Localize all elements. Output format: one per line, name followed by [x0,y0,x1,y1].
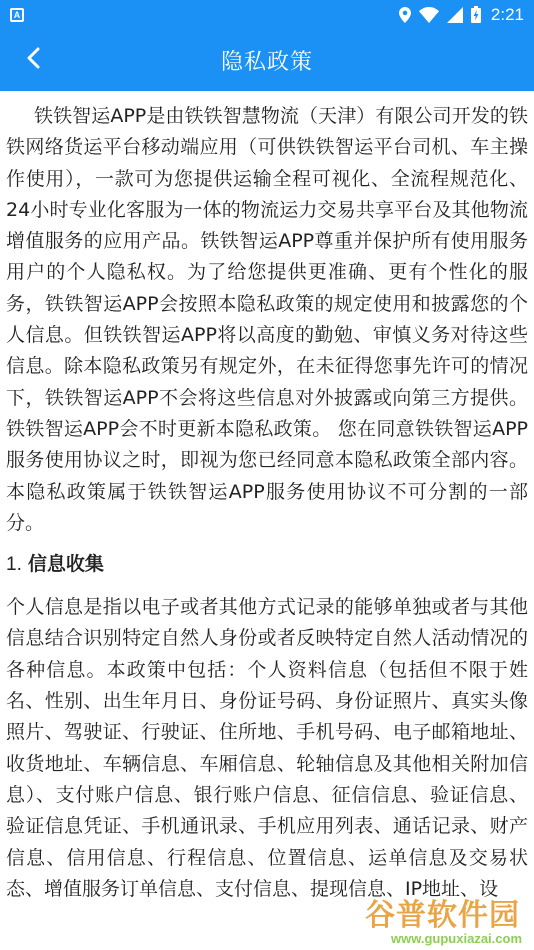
wifi-icon [419,7,439,23]
status-bar [0,0,534,29]
page-title: 隐私政策 [220,49,313,75]
notification-app-icon: A [10,8,24,22]
intro-paragraph: 铁铁智运APP是由铁铁智慧物流（天津）有限公司开发的铁铁网络货运平台移动端应用（可供铁铁智运平台司机、车主操作使用），一款可为您提供运输全程可视化、全流程规范化、24小时专业化客服为一体的物流运力交易共享平台及其他物流增值服务的应用产品。铁铁智运APP尊重并保护所有使用服务用户的个人隐私权。为了给您提供更准确、更有个性化的服务，铁铁智运APP会按照本隐私政策的规定使用和披露您的个人信息。但铁铁智运APP将以高度的勤勉、审慎义务对待这些信息。除本隐私政策另有规定外，在未征得您事先许可的情况下，铁铁智运APP不会将这些信息对外披露或向第三方提供。铁铁智运APP会不时更新本隐私政策。 您在同意铁铁智运APP服务使用协议之时，即视为您已经同意本隐私政策全部内容。本隐私政策属于铁铁智运APP服务使用协议不可分割的一部分。 [6,105,528,534]
app-header [0,29,534,91]
watermark-brand: 谷普软件园 [365,898,520,933]
section-paragraph: 个人信息是指以电子或者其他方式记录的能够单独或者与其他信息结合识别特定自然人身份或者反映特定自然人活动情况的各种信息。本政策中包括：个人资料信息（包括但不限于姓名、性别、出生年月日、身份证号码、身份证照片、真实头像照片、驾驶证、行驶证、住所地、手机号码、电子邮箱地址、收货地址、车辆信息、车厢信息、轮轴信息及其他相关附加信息）、支付账户信息、银行账户信息、征信信息、验证信息、验证信息凭证、手机通讯录、手机应用列表、通话记录、财产信息、信用信息、行程信息、位置信息、运单信息及交易状态、增值服务订单信息、支付信息、提现信息、IP地址、设 [6,596,528,900]
section-number: 1. [6,554,22,576]
battery-charging-icon [471,6,481,23]
chevron-left-icon [26,47,40,73]
signal-icon [447,7,463,23]
section-heading [6,549,528,580]
back-button[interactable] [18,45,48,75]
location-icon [399,7,411,23]
section-title: 信息收集 [27,553,104,576]
watermark-url: www.gupuxiazai.com [391,931,522,946]
privacy-policy-content[interactable] [0,91,534,950]
status-time: 2:21 [490,4,524,24]
